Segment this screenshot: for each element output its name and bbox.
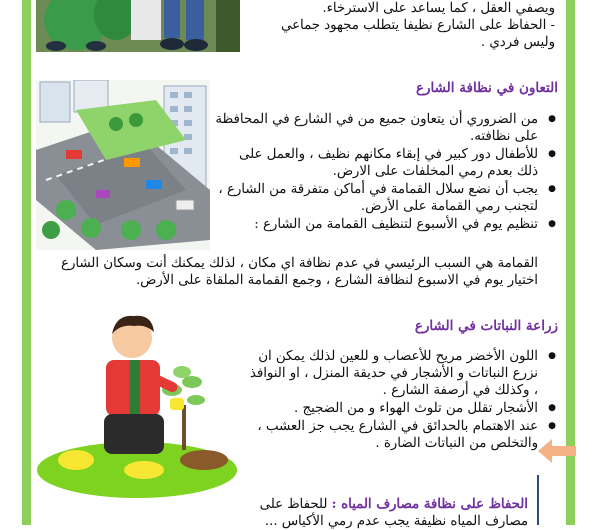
list-item: ● عند الاهتمام بالحدائق في الشارع يجب جز العشب ، والتخلص من النباتات الضارة . <box>245 418 538 452</box>
list-item: ● من الضروري أن يتعاون جميع من في الشارع في المحافظة على نظافته. <box>215 111 538 145</box>
section3-heading-rest: للحفاظ على <box>259 497 332 512</box>
kids-cleaning-image <box>36 0 240 52</box>
list-item: ● للأطفال دور كبير في إبقاء مكانهم نظيف ، والعمل على ذلك بعدم رمي المخلفات على الارض. <box>215 146 538 180</box>
intro-line: وليس فردي . <box>480 35 555 50</box>
intro-line: ويصفي العقل ، كما يساعد على الاسترخاء. <box>322 1 555 16</box>
section1-continuation: القمامة هي السبب الرئيسي في عدم نظافة اي مكان ، لذلك يمكنك أنت وسكان الشارع اختيار يوم في الاسبوع لنظافة الشارع ، وجمع القمامة الملقاة على الأرض. <box>61 256 538 288</box>
arrow-left-icon <box>538 439 578 467</box>
intro-text <box>250 0 555 51</box>
accent-line <box>537 475 539 525</box>
list-item: ● تنظيم يوم في الأسبوع لتنظيف القمامة من الشارع : <box>215 216 538 233</box>
section-heading-drains: الحفاظ على نظافة مصارف المياه : <box>331 497 528 512</box>
list-item: ● اللون الأخضر مريح للأعصاب و للعين لذلك يمكن ان نزرع النباتات و الأشجار في حديقة المنزل ، او النوافذ ، وكذلك في أرصفة الشارع . <box>245 348 538 399</box>
city-street-image <box>36 80 210 250</box>
green-border-left <box>22 0 31 525</box>
section-heading-planting: زراعة النباتات في الشارع <box>414 318 558 334</box>
list-item: ● يجب أن نضع سلال القمامة في أماكن متفرقة من الشارع ، لتجنب رمي القمامة على الأرض. <box>215 181 538 215</box>
boy-planting-tree-image <box>34 310 240 500</box>
section2-bullets <box>245 348 558 453</box>
section1-bullets <box>215 111 558 234</box>
list-item: ● الأشجار تقلل من تلوث الهواء و من الضجيج . <box>245 400 538 417</box>
section3-cut-line: مصارف المياه نظيفة يجب عدم رمي الأكياس ... <box>264 514 528 529</box>
section-heading-cooperation: التعاون في نظافة الشارع <box>415 80 558 96</box>
intro-line: - الحفاظ على الشارع نظيفا يتطلب مجهود جماعي <box>281 18 555 33</box>
